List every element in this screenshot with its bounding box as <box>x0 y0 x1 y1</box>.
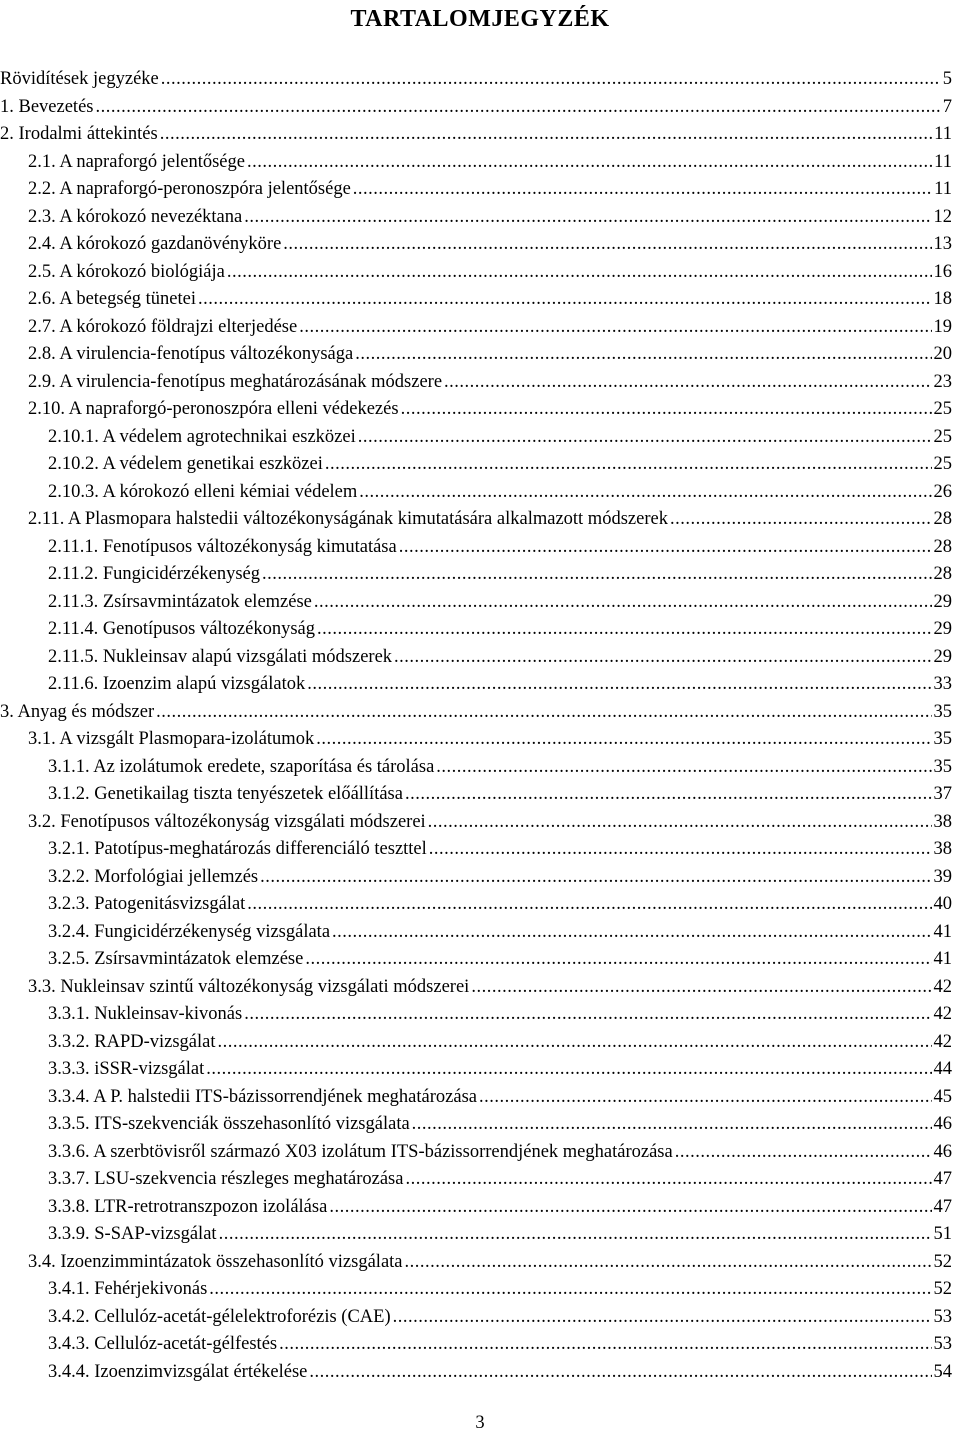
toc-entry[interactable] <box>48 1300 952 1328</box>
toc-entry-label: 2.2. A napraforgó-peronoszpóra jelentősége <box>28 179 351 199</box>
toc-entry-label: 3.3.2. RAPD-vizsgálat <box>48 1031 216 1052</box>
toc-entry[interactable] <box>48 1052 952 1080</box>
toc-entry-label: 2.11.5. Nukleinsav alapú vizsgálati módszerek <box>48 646 393 667</box>
toc-entry-label: 3.2.3. Patogenitásvizsgálat <box>48 894 246 914</box>
toc-entry-page: 16 <box>933 261 952 282</box>
toc-entry-page: 28 <box>933 564 952 584</box>
toc-entry-label: 2.10. A napraforgó-peronoszpóra elleni védekezés <box>28 399 399 419</box>
toc-leader-dots <box>244 1003 931 1025</box>
toc-entry-label: 2.11.6. Izoenzim alapú vizsgálatok <box>48 674 306 694</box>
toc-leader-dots <box>471 976 931 998</box>
toc-leader-dots <box>332 921 931 943</box>
toc-entry-label: 3.2.1. Patotípus-meghatározás differenciáló teszttel <box>48 839 427 859</box>
toc-entry[interactable] <box>48 557 952 585</box>
toc-entry[interactable] <box>28 255 952 283</box>
toc-entry-page: 37 <box>933 784 952 804</box>
toc-entry-label: 3.3.5. ITS-szekvenciák összehasonlító vizsgálata <box>48 1114 410 1134</box>
toc-entry[interactable] <box>48 942 952 970</box>
toc-entry[interactable] <box>48 1355 952 1383</box>
toc-entry[interactable] <box>28 392 952 420</box>
toc-entry[interactable] <box>0 695 952 723</box>
toc-entry[interactable] <box>48 530 952 558</box>
toc-entry[interactable] <box>28 227 952 255</box>
toc-entry-label: 2.11. A Plasmopara halstedii változékonyságának kimutatására alkalmazott módszerek <box>28 509 668 529</box>
toc-entry[interactable] <box>48 1272 952 1300</box>
toc-leader-dots <box>394 646 931 668</box>
toc-entry[interactable] <box>0 90 952 118</box>
toc-leader-dots <box>670 508 932 530</box>
toc-entry-label: 3.4.4. Izoenzimvizsgálat értékelése <box>48 1361 308 1382</box>
toc-entry[interactable] <box>28 365 952 393</box>
toc-entry-label: 3.2.2. Morfológiai jellemzés <box>48 866 259 887</box>
toc-entry-page: 46 <box>933 1141 952 1162</box>
toc-leader-dots <box>428 811 932 833</box>
toc-entry-label: 3.3.9. S-SAP-vizsgálat <box>48 1224 217 1244</box>
toc-entry[interactable] <box>28 970 952 998</box>
toc-entry[interactable] <box>48 777 952 805</box>
toc-entry-page: 28 <box>933 536 952 557</box>
toc-leader-dots <box>160 123 932 145</box>
toc-leader-dots <box>96 96 941 118</box>
toc-entry-page: 53 <box>933 1306 952 1327</box>
toc-entry-page: 29 <box>933 646 952 667</box>
toc-entry[interactable] <box>0 117 952 145</box>
toc-entry-page: 25 <box>933 454 952 474</box>
toc-leader-dots <box>219 1223 932 1245</box>
toc-entry-page: 25 <box>933 399 952 419</box>
toc-entry[interactable] <box>48 832 952 860</box>
toc-entry-label: 3.3.8. LTR-retrotranszpozon izolálása <box>48 1196 328 1217</box>
toc-entry-page: 51 <box>933 1224 952 1244</box>
toc-leader-dots <box>399 536 932 558</box>
toc-entry-label: 2.9. A virulencia-fenotípus meghatározásának módszere <box>28 371 443 392</box>
toc-entry-page: 38 <box>933 839 952 859</box>
toc-entry[interactable] <box>28 310 952 338</box>
toc-leader-dots <box>161 68 941 90</box>
toc-leader-dots <box>675 1141 932 1163</box>
toc-entry-page: 29 <box>933 619 952 639</box>
toc-entry-label: 2.10.2. A védelem genetikai eszközei <box>48 454 323 474</box>
toc-entry-label: 3.2.4. Fungicidérzékenység vizsgálata <box>48 921 331 942</box>
toc-entry-label: 3.3. Nukleinsav szintű változékonyság vizsgálati módszerei <box>28 976 470 997</box>
toc-leader-dots <box>405 1168 931 1190</box>
toc-entry-label: 2.8. A virulencia-fenotípus változékonysága <box>28 344 354 364</box>
toc-entry[interactable] <box>48 585 952 613</box>
toc-leader-dots <box>227 261 932 283</box>
toc-entry-page: 20 <box>933 344 952 364</box>
toc-leader-dots <box>307 673 931 695</box>
toc-entry-label: 2.11.3. Zsírsavmintázatok elemzése <box>48 591 312 612</box>
toc-entry[interactable] <box>48 1190 952 1218</box>
toc-leader-dots <box>405 1251 932 1273</box>
toc-leader-dots <box>305 948 931 970</box>
toc-entry[interactable] <box>48 860 952 888</box>
toc-entry-label: 3.1.1. Az izolátumok eredete, szaporítása és tárolása <box>48 756 435 777</box>
toc-entry-label: 2.7. A kórokozó földrajzi elterjedése <box>28 316 298 337</box>
toc-leader-dots <box>329 1196 931 1218</box>
toc-entry-label: 3.2. Fenotípusos változékonyság vizsgálati módszerei <box>28 811 426 832</box>
toc-entry-page: 19 <box>933 316 952 337</box>
toc-entry[interactable] <box>28 145 952 173</box>
toc-entry-page: 41 <box>933 921 952 942</box>
toc-entry-page: 38 <box>933 811 952 832</box>
page-title: TARTALOMJEGYZÉK <box>350 6 610 32</box>
toc-entry-page: 18 <box>933 289 952 309</box>
toc-entry-page: 28 <box>933 509 952 529</box>
toc-entry[interactable] <box>48 640 952 668</box>
toc-entry-label: 2.11.1. Fenotípusos változékonyság kimutatása <box>48 536 397 557</box>
toc-entry-label: 3.3.6. A szerbtövisről származó X03 izolátum ITS-bázissorrendjének meghatározása <box>48 1141 673 1162</box>
toc-leader-dots <box>247 893 931 915</box>
toc-entry[interactable] <box>48 1135 952 1163</box>
toc-entry-page: 45 <box>933 1086 952 1107</box>
toc-entry-label: 2.11.2. Fungicidérzékenység <box>48 564 261 584</box>
toc-entry-label: 3.1. A vizsgált Plasmopara-izolátumok <box>28 729 315 749</box>
toc-entry-page: 23 <box>933 371 952 392</box>
toc-entry[interactable] <box>48 1107 952 1135</box>
toc-entry-page: 39 <box>933 866 952 887</box>
toc-entry[interactable] <box>28 200 952 228</box>
toc-entry-page: 42 <box>933 1031 952 1052</box>
toc-entry-label: 2.11.4. Genotípusos változékonyság <box>48 619 316 639</box>
toc-entry-page: 42 <box>933 976 952 997</box>
toc-leader-dots <box>156 701 931 723</box>
toc-leader-dots <box>247 151 932 173</box>
toc-entry[interactable] <box>28 502 952 530</box>
toc-entry[interactable] <box>28 282 952 310</box>
toc-entry-label: 3.4. Izoenzimmintázatok összehasonlító vizsgálata <box>28 1251 403 1272</box>
toc-leader-dots <box>260 866 931 888</box>
toc-entry[interactable] <box>48 1025 952 1053</box>
toc-leader-dots <box>325 453 932 475</box>
page-number: 3 <box>475 1413 485 1433</box>
toc-entry-label: 2.1. A napraforgó jelentősége <box>28 151 245 172</box>
toc-entry[interactable] <box>0 62 952 90</box>
toc-entry-label: 3.1.2. Genetikailag tiszta tenyészetek előállítása <box>48 784 403 804</box>
toc-entry[interactable] <box>48 1217 952 1245</box>
toc-entry-page: 35 <box>933 756 952 777</box>
toc-entry-page: 35 <box>933 701 952 722</box>
toc-entry-label: 3.3.4. A P. halstedii ITS-bázissorrendjének meghatározása <box>48 1086 477 1107</box>
toc-entry[interactable] <box>48 1162 952 1190</box>
toc-entry-page: 11 <box>934 124 952 144</box>
toc-leader-dots <box>401 398 932 420</box>
toc-entry[interactable] <box>48 475 952 503</box>
toc-entry-label: 3.3.7. LSU-szekvencia részleges meghatározása <box>48 1169 404 1189</box>
toc-leader-dots <box>209 1278 931 1300</box>
toc-entry[interactable] <box>28 722 952 750</box>
toc-entry[interactable] <box>48 915 952 943</box>
toc-leader-dots <box>309 1361 931 1383</box>
toc-leader-dots <box>299 316 931 338</box>
toc-entry[interactable] <box>48 420 952 448</box>
toc-entry-page: 33 <box>933 674 952 694</box>
toc-leader-dots <box>206 1058 931 1080</box>
toc-entry-page: 35 <box>933 729 952 749</box>
toc-entry-page: 42 <box>933 1004 952 1024</box>
toc-leader-dots <box>316 728 931 750</box>
toc-leader-dots <box>355 343 931 365</box>
toc-entry-label: 1. Bevezetés <box>0 96 94 117</box>
toc-leader-dots <box>444 371 931 393</box>
toc-entry-page: 47 <box>933 1169 952 1189</box>
toc-entry-label: 3.4.1. Fehérjekivonás <box>48 1279 208 1299</box>
toc-entry-label: 2. Irodalmi áttekintés <box>0 124 158 144</box>
toc-entry-label: 2.10.3. A kórokozó elleni kémiai védelem <box>48 481 358 502</box>
toc-entry-label: 2.10.1. A védelem agrotechnikai eszközei <box>48 426 356 447</box>
toc-entry[interactable] <box>48 1080 952 1108</box>
toc-leader-dots <box>359 481 931 503</box>
toc-entry[interactable] <box>48 1327 952 1355</box>
toc-leader-dots <box>198 288 931 310</box>
toc-entry[interactable] <box>28 805 952 833</box>
toc-entry[interactable] <box>48 997 952 1025</box>
toc-leader-dots <box>412 1113 932 1135</box>
toc-entry-label: 3.3.1. Nukleinsav-kivonás <box>48 1004 243 1024</box>
toc-leader-dots <box>279 1333 931 1355</box>
toc-entry[interactable] <box>48 447 952 475</box>
toc-entry-page: 25 <box>933 426 952 447</box>
toc-entry-label: Rövidítések jegyzéke <box>0 69 159 89</box>
toc-entry-page: 7 <box>942 96 952 117</box>
toc-entry-label: 3.4.3. Cellulóz-acetát-gélfestés <box>48 1334 278 1354</box>
toc-entry-page: 13 <box>933 234 952 254</box>
toc-leader-dots <box>244 206 931 228</box>
toc-entry-page: 53 <box>933 1334 952 1354</box>
toc-entry-page: 11 <box>934 151 952 172</box>
toc-entry[interactable] <box>48 612 952 640</box>
toc-entry-label: 3.2.5. Zsírsavmintázatok elemzése <box>48 949 304 969</box>
toc-entry-page: 54 <box>933 1361 952 1382</box>
toc-entry[interactable] <box>28 337 952 365</box>
toc-leader-dots <box>429 838 932 860</box>
toc-entry[interactable] <box>48 887 952 915</box>
toc-leader-dots <box>218 1031 932 1053</box>
toc-leader-dots <box>405 783 932 805</box>
toc-leader-dots <box>262 563 931 585</box>
toc-entry-page: 12 <box>933 206 952 227</box>
toc-entry-label: 3.3.3. iSSR-vizsgálat <box>48 1059 205 1079</box>
toc-entry-label: 2.6. A betegség tünetei <box>28 289 197 309</box>
toc-entry-label: 2.5. A kórokozó biológiája <box>28 261 225 282</box>
toc-leader-dots <box>436 756 931 778</box>
toc-entry-label: 3.4.2. Cellulóz-acetát-gélelektroforézis (CAE) <box>48 1306 391 1327</box>
toc-entry-page: 52 <box>933 1251 952 1272</box>
toc-entry-label: 3. Anyag és módszer <box>0 701 155 722</box>
toc-leader-dots <box>353 178 932 200</box>
toc-entry[interactable] <box>28 172 952 200</box>
toc-entry[interactable] <box>48 667 952 695</box>
toc-entry-label: 2.3. A kórokozó nevezéktana <box>28 206 243 227</box>
toc-entry-label: 2.4. A kórokozó gazdanövényköre <box>28 234 282 254</box>
toc-leader-dots <box>317 618 931 640</box>
toc-entry-page: 11 <box>934 179 952 199</box>
toc-entry[interactable] <box>48 750 952 778</box>
toc-entry-page: 52 <box>933 1279 952 1299</box>
toc-entry-page: 26 <box>933 481 952 502</box>
toc-entry-page: 5 <box>942 69 952 89</box>
toc-entry-page: 41 <box>933 949 952 969</box>
toc-leader-dots <box>479 1086 932 1108</box>
toc-entry-page: 44 <box>933 1059 952 1079</box>
toc-leader-dots <box>283 233 931 255</box>
toc-entry-page: 46 <box>933 1114 952 1134</box>
toc-leader-dots <box>358 426 932 448</box>
toc-entry-page: 47 <box>933 1196 952 1217</box>
toc-leader-dots <box>393 1306 932 1328</box>
toc-entry-page: 29 <box>933 591 952 612</box>
toc-entry-page: 40 <box>933 894 952 914</box>
toc-leader-dots <box>314 591 932 613</box>
toc-entry[interactable] <box>28 1245 952 1273</box>
